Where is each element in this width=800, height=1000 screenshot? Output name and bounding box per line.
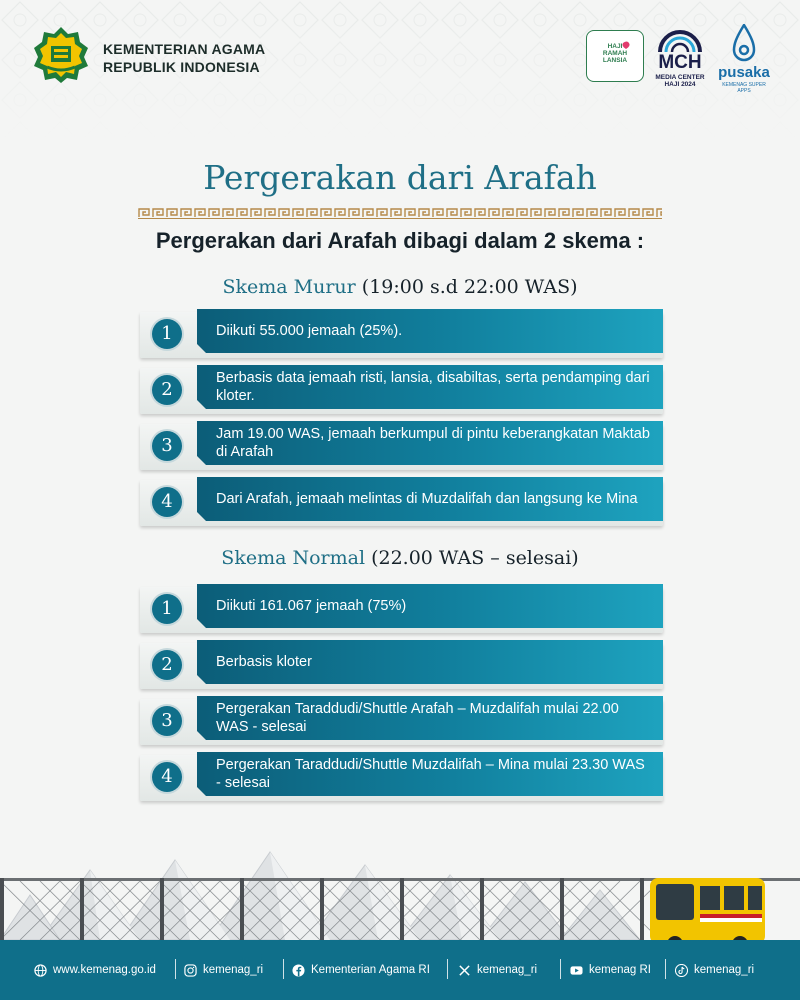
item-text: Berbasis kloter bbox=[216, 654, 312, 670]
facebook-icon bbox=[292, 964, 305, 977]
org-name bbox=[103, 40, 265, 76]
org-line1: KEMENTERIAN AGAMA bbox=[103, 41, 266, 57]
tiktok-icon bbox=[675, 964, 688, 977]
pusaka-subtitle: KEMENAG SUPER APPS bbox=[722, 82, 766, 94]
item-number: 3 bbox=[152, 706, 182, 736]
ornament-divider bbox=[138, 207, 662, 219]
footer-instagram[interactable] bbox=[184, 960, 263, 980]
list-item bbox=[140, 699, 663, 745]
pusaka-drop-icon bbox=[732, 24, 756, 64]
org-line2: REPUBLIK INDONESIA bbox=[103, 59, 260, 75]
pusaka-title: pusaka bbox=[718, 64, 770, 81]
mch-logo bbox=[650, 22, 710, 90]
mch-arch-icon bbox=[656, 22, 704, 54]
youtube-icon bbox=[570, 964, 583, 977]
section-murur-heading bbox=[0, 276, 800, 298]
pusaka-logo bbox=[716, 24, 772, 94]
globe-icon bbox=[34, 964, 47, 977]
footer-tiktok[interactable] bbox=[675, 960, 754, 980]
list-item bbox=[140, 424, 663, 470]
footer-x-text: kemenag_ri bbox=[477, 964, 538, 976]
item-number: 4 bbox=[152, 487, 182, 517]
item-number: 1 bbox=[152, 594, 182, 624]
list-item bbox=[140, 755, 663, 801]
section-normal-heading bbox=[0, 547, 800, 569]
item-number: 1 bbox=[152, 319, 182, 349]
haji-logo-line2: RAMAH bbox=[602, 50, 628, 57]
section-normal-time: (22.00 WAS – selesai) bbox=[365, 547, 579, 569]
item-text: Pergerakan Taraddudi/Shuttle Muzdalifah – Mina mulai 23.30 WAS - selesai bbox=[216, 757, 645, 791]
footer bbox=[0, 940, 800, 1000]
footer-facebook-text: Kementerian Agama RI bbox=[311, 964, 430, 976]
list-item bbox=[140, 480, 663, 526]
kemenag-logo-icon bbox=[32, 26, 90, 84]
item-text: Berbasis data jemaah risti, lansia, disabiltas, serta pendamping dari kloter. bbox=[216, 370, 650, 404]
instagram-icon bbox=[184, 964, 197, 977]
mch-subtitle bbox=[650, 74, 710, 88]
mch-sub1: MEDIA CENTER bbox=[655, 74, 705, 81]
page-title: Pergerakan dari Arafah bbox=[203, 158, 597, 197]
footer-tiktok-text: kemenag_ri bbox=[694, 964, 755, 976]
footer-website-text: www.kemenag.go.id bbox=[53, 964, 156, 976]
list-item bbox=[140, 643, 663, 689]
item-text: Pergerakan Taraddudi/Shuttle Arafah – Muzdalifah mulai 22.00 WAS - selesai bbox=[216, 701, 619, 735]
item-text: Diikuti 55.000 jemaah (25%). bbox=[216, 323, 403, 339]
item-text: Jam 19.00 WAS, jemaah berkumpul di pintu keberangkatan Maktab di Arafah bbox=[216, 426, 650, 460]
footer-youtube[interactable] bbox=[570, 960, 651, 980]
footer-youtube-text: kemenag RI bbox=[589, 964, 652, 976]
list-item bbox=[140, 587, 663, 633]
haji-logo-line1: HAJI bbox=[607, 43, 623, 50]
list-item bbox=[140, 368, 663, 414]
x-icon bbox=[458, 964, 471, 977]
item-text: Diikuti 161.067 jemaah (75%) bbox=[216, 598, 407, 614]
item-number: 2 bbox=[152, 650, 182, 680]
mch-title: MCH bbox=[658, 52, 702, 73]
item-number: 3 bbox=[152, 431, 182, 461]
footer-facebook[interactable] bbox=[292, 960, 430, 980]
mch-sub2: HAJI 2024 bbox=[664, 81, 696, 88]
list-item bbox=[140, 312, 663, 358]
footer-x[interactable] bbox=[458, 960, 537, 980]
item-number: 2 bbox=[152, 375, 182, 405]
footer-instagram-text: kemenag_ri bbox=[203, 964, 264, 976]
item-text: Dari Arafah, jemaah melintas di Muzdalifah dan langsung ke Mina bbox=[216, 491, 638, 507]
section-normal-name: Skema Normal bbox=[221, 547, 366, 569]
haji-logo-line3: LANSIA bbox=[602, 57, 628, 64]
header bbox=[0, 0, 800, 110]
item-number: 4 bbox=[152, 762, 182, 792]
page-subtitle: Pergerakan dari Arafah dibagi dalam 2 skema : bbox=[155, 228, 645, 253]
section-murur-name: Skema Murur bbox=[222, 276, 356, 298]
section-murur-time: (19:00 s.d 22:00 WAS) bbox=[355, 276, 578, 298]
haji-ramah-lansia-logo bbox=[586, 30, 644, 82]
footer-website[interactable] bbox=[34, 960, 156, 980]
